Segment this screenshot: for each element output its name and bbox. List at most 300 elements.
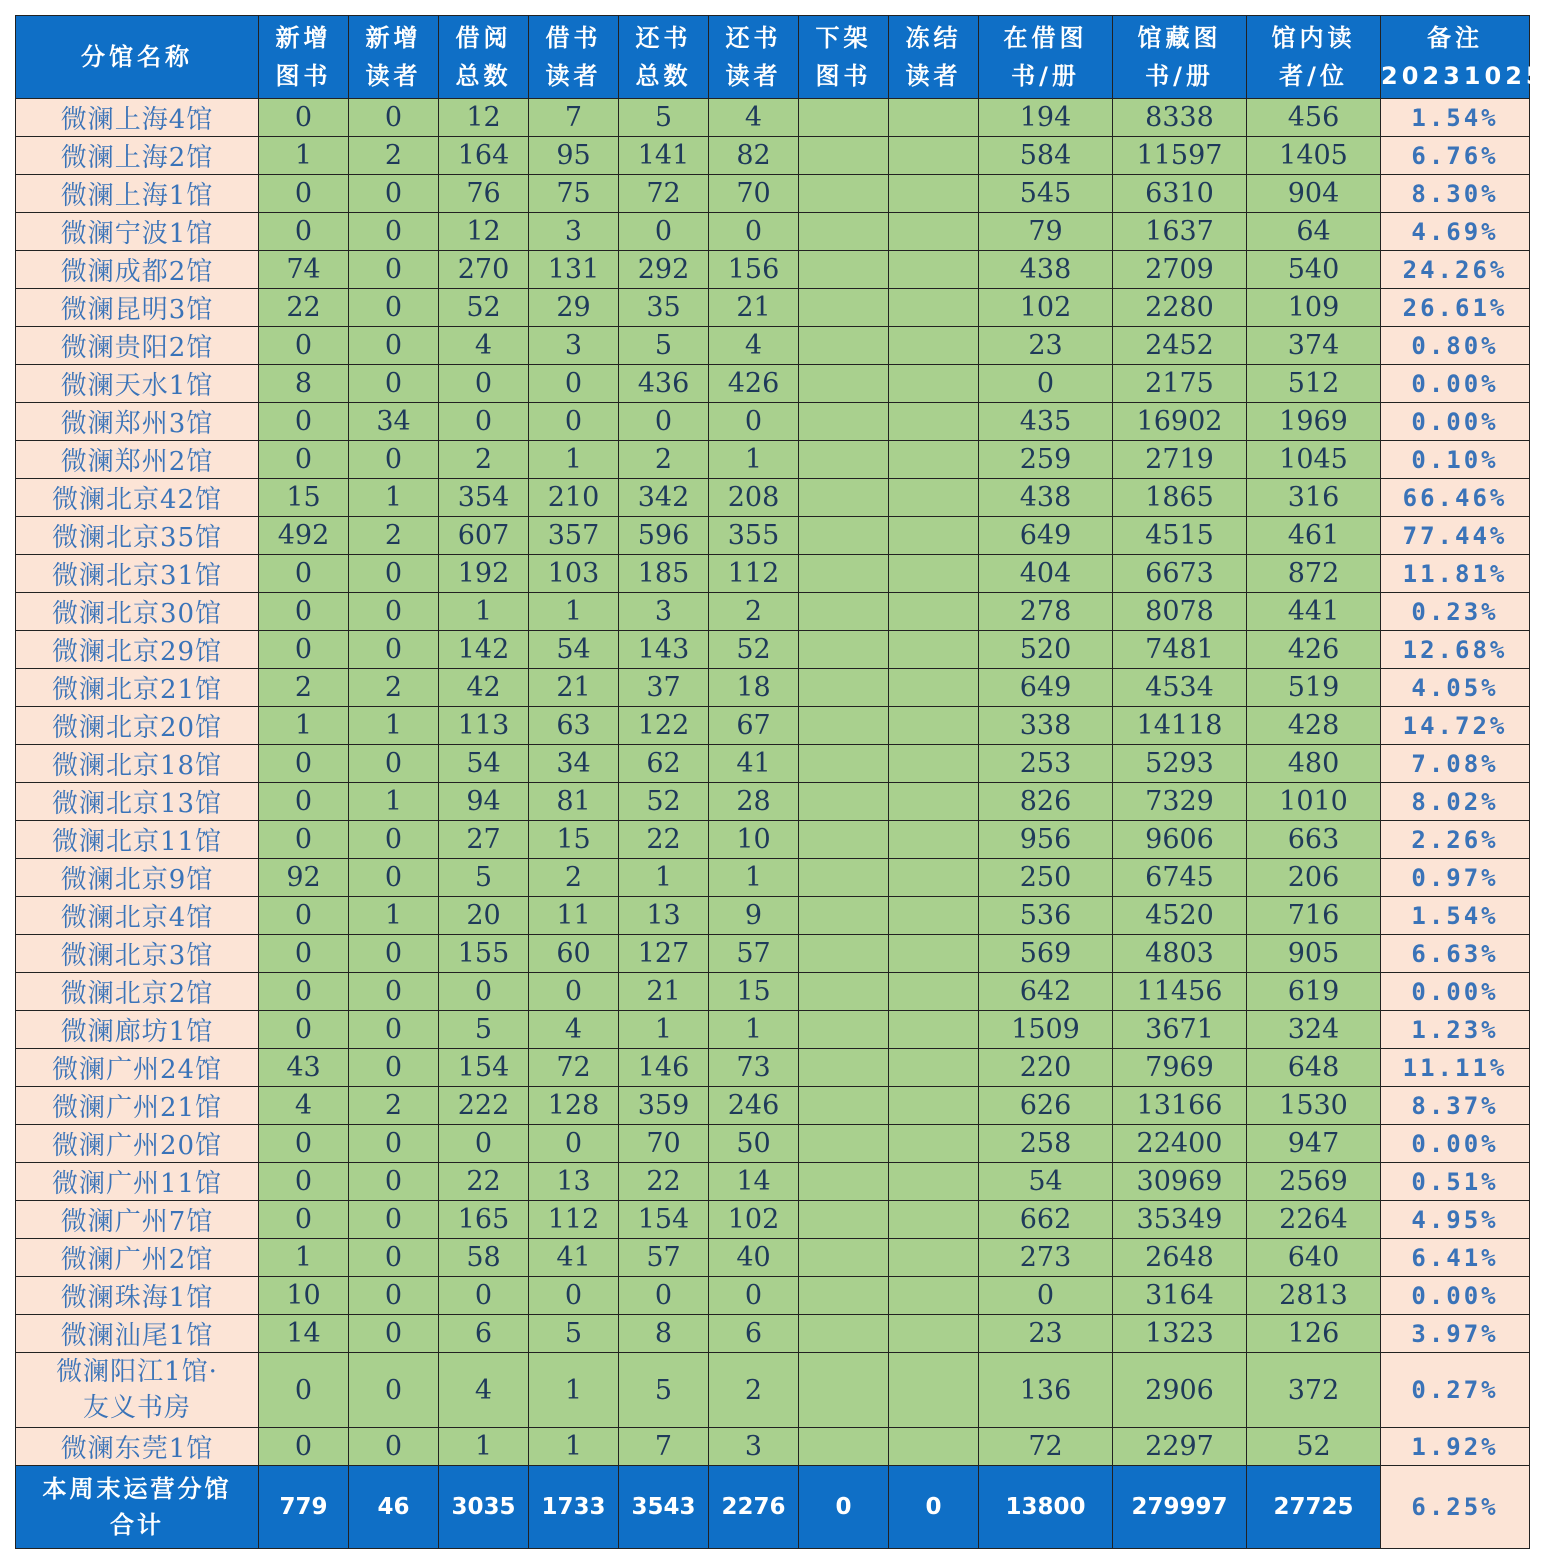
value-cell: 441: [1247, 593, 1381, 631]
branch-name-text: 微澜郑州3馆: [60, 409, 214, 439]
value-cell: [799, 821, 889, 859]
table-row: [16, 973, 1530, 1011]
header-line2: 总数: [455, 62, 512, 90]
value-cell: 3671: [1113, 1011, 1247, 1049]
note-cell: 11.81%: [1381, 555, 1530, 593]
branch-name-text: 微澜昆明3馆: [60, 295, 214, 325]
value-cell: [889, 669, 979, 707]
value-cell: [889, 1049, 979, 1087]
header-cell: [259, 16, 349, 99]
note-cell: 4.69%: [1381, 213, 1530, 251]
branch-name: [16, 251, 259, 289]
header-line2: 读者: [365, 62, 422, 90]
branch-name-text: 微澜北京42馆: [51, 485, 223, 515]
note-cell: 66.46%: [1381, 479, 1530, 517]
value-cell: 278: [979, 593, 1113, 631]
value-cell: 0: [259, 935, 349, 973]
value-cell: 626: [979, 1087, 1113, 1125]
value-cell: 292: [619, 251, 709, 289]
value-cell: 15: [259, 479, 349, 517]
value-cell: [799, 1049, 889, 1087]
value-cell: 34: [529, 745, 619, 783]
value-cell: [889, 441, 979, 479]
value-cell: 2: [439, 441, 529, 479]
value-cell: 1: [619, 1011, 709, 1049]
value-cell: 41: [709, 745, 799, 783]
value-cell: 0: [349, 441, 439, 479]
value-cell: 0: [439, 403, 529, 441]
branch-name-text: 微澜汕尾1馆: [60, 1321, 214, 1351]
value-cell: 210: [529, 479, 619, 517]
value-cell: 359: [619, 1087, 709, 1125]
value-cell: 0: [259, 973, 349, 1011]
value-cell: 0: [349, 821, 439, 859]
value-cell: 342: [619, 479, 709, 517]
value-cell: [889, 213, 979, 251]
note-cell: 8.37%: [1381, 1087, 1530, 1125]
value-cell: [799, 1239, 889, 1277]
note-cell: 4.95%: [1381, 1201, 1530, 1239]
value-cell: 1637: [1113, 213, 1247, 251]
value-cell: [799, 707, 889, 745]
value-cell: 3: [529, 327, 619, 365]
value-cell: [799, 1011, 889, 1049]
value-cell: [889, 1087, 979, 1125]
branch-name-text: 微澜阳江1馆·: [56, 1357, 218, 1387]
note-cell: 1.54%: [1381, 897, 1530, 935]
branch-name-text: 微澜天水1馆: [60, 371, 214, 401]
value-cell: 0: [259, 99, 349, 137]
value-cell: 3: [709, 1428, 799, 1466]
value-cell: 35349: [1113, 1201, 1247, 1239]
table-footer: [16, 1466, 1530, 1549]
value-cell: 0: [259, 593, 349, 631]
value-cell: 316: [1247, 479, 1381, 517]
value-cell: 27: [439, 821, 529, 859]
value-cell: 22: [619, 821, 709, 859]
branch-name-text: 微澜北京11馆: [51, 827, 223, 857]
value-cell: 92: [259, 859, 349, 897]
value-cell: [889, 973, 979, 1011]
value-cell: 355: [709, 517, 799, 555]
header-line1: 下架: [815, 24, 872, 52]
value-cell: 0: [709, 1277, 799, 1315]
value-cell: 905: [1247, 935, 1381, 973]
value-cell: 1: [259, 137, 349, 175]
value-cell: 2175: [1113, 365, 1247, 403]
table-row: [16, 593, 1530, 631]
branch-name-text: 微澜广州24馆: [51, 1055, 223, 1085]
value-cell: 13166: [1113, 1087, 1247, 1125]
value-cell: 128: [529, 1087, 619, 1125]
value-cell: 208: [709, 479, 799, 517]
value-cell: 7969: [1113, 1049, 1247, 1087]
value-cell: 1: [349, 897, 439, 935]
value-cell: 58: [439, 1239, 529, 1277]
value-cell: 194: [979, 99, 1113, 137]
branch-name-text: 微澜成都2馆: [60, 257, 214, 287]
note-cell: 0.23%: [1381, 593, 1530, 631]
value-cell: 0: [349, 1428, 439, 1466]
value-cell: [799, 327, 889, 365]
value-cell: 1530: [1247, 1087, 1381, 1125]
value-cell: 0: [979, 365, 1113, 403]
value-cell: 74: [259, 251, 349, 289]
header-line2: 读者: [905, 62, 962, 90]
header-line1: 备注: [1427, 24, 1483, 52]
value-cell: [799, 517, 889, 555]
value-cell: 63: [529, 707, 619, 745]
branch-name: [16, 365, 259, 403]
value-cell: 2264: [1247, 1201, 1381, 1239]
branch-name-text: 微澜珠海1馆: [60, 1283, 214, 1313]
header-line1: 在借图: [1003, 24, 1088, 52]
value-cell: 0: [529, 1125, 619, 1163]
header-line1: 借阅: [455, 24, 512, 52]
value-cell: 14118: [1113, 707, 1247, 745]
value-cell: 6745: [1113, 859, 1247, 897]
value-cell: 2: [349, 1087, 439, 1125]
header-line2: 20231025: [1381, 62, 1547, 90]
value-cell: 62: [619, 745, 709, 783]
value-cell: 0: [349, 973, 439, 1011]
value-cell: 0: [259, 403, 349, 441]
note-cell: 2.26%: [1381, 821, 1530, 859]
branch-name: [16, 175, 259, 213]
note-cell: 6.63%: [1381, 935, 1530, 973]
total-note-cell: 6.25%: [1381, 1466, 1530, 1549]
table-row: [16, 821, 1530, 859]
branch-name-text: 微澜东莞1馆: [60, 1434, 214, 1464]
value-cell: 43: [259, 1049, 349, 1087]
value-cell: 54: [529, 631, 619, 669]
value-cell: [889, 1428, 979, 1466]
value-cell: 1: [349, 783, 439, 821]
value-cell: 259: [979, 441, 1113, 479]
value-cell: 0: [709, 403, 799, 441]
value-cell: 8: [619, 1315, 709, 1353]
value-cell: 192: [439, 555, 529, 593]
branch-name-text-2: 友义书房: [82, 1393, 191, 1423]
note-cell: 3.97%: [1381, 1315, 1530, 1353]
value-cell: 23: [979, 1315, 1113, 1353]
value-cell: 0: [349, 289, 439, 327]
branch-name: [16, 1125, 259, 1163]
value-cell: 1865: [1113, 479, 1247, 517]
note-cell: 7.08%: [1381, 745, 1530, 783]
value-cell: [799, 593, 889, 631]
value-cell: 545: [979, 175, 1113, 213]
value-cell: 1: [709, 441, 799, 479]
header-line1: 新增: [275, 24, 332, 52]
table-row: [16, 783, 1530, 821]
value-cell: 246: [709, 1087, 799, 1125]
branch-name-text: 微澜广州20馆: [51, 1131, 223, 1161]
branch-name-text: 微澜北京21馆: [51, 675, 223, 705]
value-cell: 338: [979, 707, 1113, 745]
table-row: [16, 1087, 1530, 1125]
value-cell: 0: [259, 1011, 349, 1049]
value-cell: 8: [259, 365, 349, 403]
value-cell: 0: [259, 1428, 349, 1466]
total-label: [16, 1466, 259, 1549]
value-cell: 426: [709, 365, 799, 403]
value-cell: 258: [979, 1125, 1113, 1163]
note-cell: 6.76%: [1381, 137, 1530, 175]
value-cell: 640: [1247, 1239, 1381, 1277]
value-cell: 30969: [1113, 1163, 1247, 1201]
value-cell: 649: [979, 517, 1113, 555]
branch-name: [16, 1353, 259, 1428]
value-cell: 6673: [1113, 555, 1247, 593]
value-cell: [889, 479, 979, 517]
branch-name: [16, 137, 259, 175]
header-cell: [889, 16, 979, 99]
value-cell: [889, 1011, 979, 1049]
value-cell: 0: [349, 555, 439, 593]
report-container: [15, 15, 1547, 1549]
header-line1: 分馆名称: [81, 43, 193, 71]
value-cell: 12: [439, 99, 529, 137]
total-value-cell: 0: [889, 1466, 979, 1549]
note-cell: 1.54%: [1381, 99, 1530, 137]
branch-name-text: 微澜上海1馆: [60, 181, 214, 211]
value-cell: 60: [529, 935, 619, 973]
value-cell: [799, 745, 889, 783]
value-cell: 456: [1247, 99, 1381, 137]
value-cell: 54: [979, 1163, 1113, 1201]
note-cell: 0.00%: [1381, 403, 1530, 441]
value-cell: 1: [349, 479, 439, 517]
value-cell: 648: [1247, 1049, 1381, 1087]
value-cell: 904: [1247, 175, 1381, 213]
total-value-cell: 279997: [1113, 1466, 1247, 1549]
value-cell: 21: [619, 973, 709, 1011]
value-cell: [889, 1353, 979, 1428]
value-cell: 372: [1247, 1353, 1381, 1428]
value-cell: 4: [529, 1011, 619, 1049]
value-cell: 143: [619, 631, 709, 669]
value-cell: 0: [259, 175, 349, 213]
value-cell: 102: [709, 1201, 799, 1239]
branch-name: [16, 327, 259, 365]
value-cell: 619: [1247, 973, 1381, 1011]
table-row: [16, 175, 1530, 213]
value-cell: 4534: [1113, 669, 1247, 707]
value-cell: 4515: [1113, 517, 1247, 555]
value-cell: 76: [439, 175, 529, 213]
note-cell: 8.02%: [1381, 783, 1530, 821]
branch-name: [16, 745, 259, 783]
value-cell: [889, 821, 979, 859]
value-cell: 4520: [1113, 897, 1247, 935]
value-cell: 0: [259, 1201, 349, 1239]
value-cell: 22: [439, 1163, 529, 1201]
value-cell: [889, 783, 979, 821]
value-cell: 956: [979, 821, 1113, 859]
total-value-cell: 46: [349, 1466, 439, 1549]
value-cell: 374: [1247, 327, 1381, 365]
branch-name-text: 微澜北京31馆: [51, 561, 223, 591]
value-cell: 1: [259, 707, 349, 745]
value-cell: 131: [529, 251, 619, 289]
table-row: [16, 897, 1530, 935]
value-cell: 642: [979, 973, 1113, 1011]
branch-name-text: 微澜北京13馆: [51, 789, 223, 819]
note-cell: 0.80%: [1381, 327, 1530, 365]
note-cell: 0.51%: [1381, 1163, 1530, 1201]
table-row: [16, 403, 1530, 441]
value-cell: 0: [349, 1315, 439, 1353]
value-cell: 206: [1247, 859, 1381, 897]
value-cell: 82: [709, 137, 799, 175]
total-label-line1: 本周末运营分馆: [42, 1475, 232, 1503]
value-cell: 3: [619, 593, 709, 631]
value-cell: 0: [349, 935, 439, 973]
value-cell: 436: [619, 365, 709, 403]
value-cell: [799, 1315, 889, 1353]
value-cell: [889, 175, 979, 213]
value-cell: [889, 137, 979, 175]
value-cell: 0: [349, 1201, 439, 1239]
value-cell: 0: [349, 1239, 439, 1277]
value-cell: 0: [259, 821, 349, 859]
value-cell: 0: [619, 1277, 709, 1315]
value-cell: 0: [349, 175, 439, 213]
value-cell: 155: [439, 935, 529, 973]
table-row: [16, 137, 1530, 175]
value-cell: 0: [259, 897, 349, 935]
value-cell: 35: [619, 289, 709, 327]
branch-name: [16, 517, 259, 555]
branch-name: [16, 631, 259, 669]
value-cell: [799, 1428, 889, 1466]
value-cell: [799, 1353, 889, 1428]
branch-name: [16, 441, 259, 479]
value-cell: 2: [349, 517, 439, 555]
value-cell: 270: [439, 251, 529, 289]
value-cell: 3164: [1113, 1277, 1247, 1315]
value-cell: 52: [709, 631, 799, 669]
total-value-cell: 3035: [439, 1466, 529, 1549]
value-cell: 11: [529, 897, 619, 935]
table-row: [16, 365, 1530, 403]
value-cell: 0: [349, 1163, 439, 1201]
value-cell: [889, 327, 979, 365]
note-cell: 26.61%: [1381, 289, 1530, 327]
note-cell: 0.00%: [1381, 365, 1530, 403]
header-line1: 馆内读: [1271, 24, 1356, 52]
value-cell: 5: [619, 1353, 709, 1428]
value-cell: 0: [439, 973, 529, 1011]
value-cell: 520: [979, 631, 1113, 669]
value-cell: 273: [979, 1239, 1113, 1277]
value-cell: 324: [1247, 1011, 1381, 1049]
branch-name: [16, 1277, 259, 1315]
value-cell: 22: [619, 1163, 709, 1201]
value-cell: 73: [709, 1049, 799, 1087]
value-cell: 15: [709, 973, 799, 1011]
note-cell: 0.00%: [1381, 973, 1530, 1011]
total-value-cell: 2276: [709, 1466, 799, 1549]
value-cell: 11456: [1113, 973, 1247, 1011]
value-cell: 5293: [1113, 745, 1247, 783]
header-line2: 者/位: [1279, 62, 1348, 90]
value-cell: 7: [529, 99, 619, 137]
value-cell: 1: [529, 441, 619, 479]
value-cell: 1: [349, 707, 439, 745]
branch-name: [16, 935, 259, 973]
value-cell: [799, 175, 889, 213]
value-cell: 0: [439, 1125, 529, 1163]
header-line1: 还书: [635, 24, 692, 52]
note-cell: 12.68%: [1381, 631, 1530, 669]
value-cell: 41: [529, 1239, 619, 1277]
value-cell: [889, 859, 979, 897]
table-row: [16, 327, 1530, 365]
value-cell: 2: [529, 859, 619, 897]
value-cell: 0: [529, 403, 619, 441]
value-cell: 1010: [1247, 783, 1381, 821]
value-cell: 156: [709, 251, 799, 289]
note-cell: 0.00%: [1381, 1125, 1530, 1163]
branch-name: [16, 1239, 259, 1277]
value-cell: 253: [979, 745, 1113, 783]
value-cell: [799, 859, 889, 897]
value-cell: 1405: [1247, 137, 1381, 175]
branch-name: [16, 973, 259, 1011]
value-cell: [799, 403, 889, 441]
value-cell: 2906: [1113, 1353, 1247, 1428]
value-cell: 4: [439, 1353, 529, 1428]
branch-name-text: 微澜北京9馆: [60, 865, 214, 895]
value-cell: 0: [259, 1163, 349, 1201]
value-cell: [799, 137, 889, 175]
value-cell: 16902: [1113, 403, 1247, 441]
branch-name: [16, 859, 259, 897]
value-cell: 354: [439, 479, 529, 517]
value-cell: 95: [529, 137, 619, 175]
value-cell: 4: [439, 327, 529, 365]
branch-name: [16, 213, 259, 251]
value-cell: 6: [439, 1315, 529, 1353]
value-cell: 584: [979, 137, 1113, 175]
header-cell: [16, 16, 259, 99]
value-cell: 1: [439, 593, 529, 631]
value-cell: 438: [979, 479, 1113, 517]
table-row: [16, 935, 1530, 973]
value-cell: 0: [619, 403, 709, 441]
value-cell: 57: [709, 935, 799, 973]
branch-name-text: 微澜北京3馆: [60, 941, 214, 971]
value-cell: 0: [349, 1125, 439, 1163]
value-cell: 13: [529, 1163, 619, 1201]
table-row: [16, 441, 1530, 479]
value-cell: 9: [709, 897, 799, 935]
value-cell: 2452: [1113, 327, 1247, 365]
branch-name-text: 微澜广州21馆: [51, 1093, 223, 1123]
value-cell: 1: [529, 1428, 619, 1466]
value-cell: 1045: [1247, 441, 1381, 479]
value-cell: 663: [1247, 821, 1381, 859]
value-cell: 0: [259, 327, 349, 365]
value-cell: 1: [619, 859, 709, 897]
value-cell: 1509: [979, 1011, 1113, 1049]
header-line2: 书/册: [1145, 62, 1214, 90]
table-body: [16, 99, 1530, 1466]
value-cell: 461: [1247, 517, 1381, 555]
branch-name: [16, 897, 259, 935]
